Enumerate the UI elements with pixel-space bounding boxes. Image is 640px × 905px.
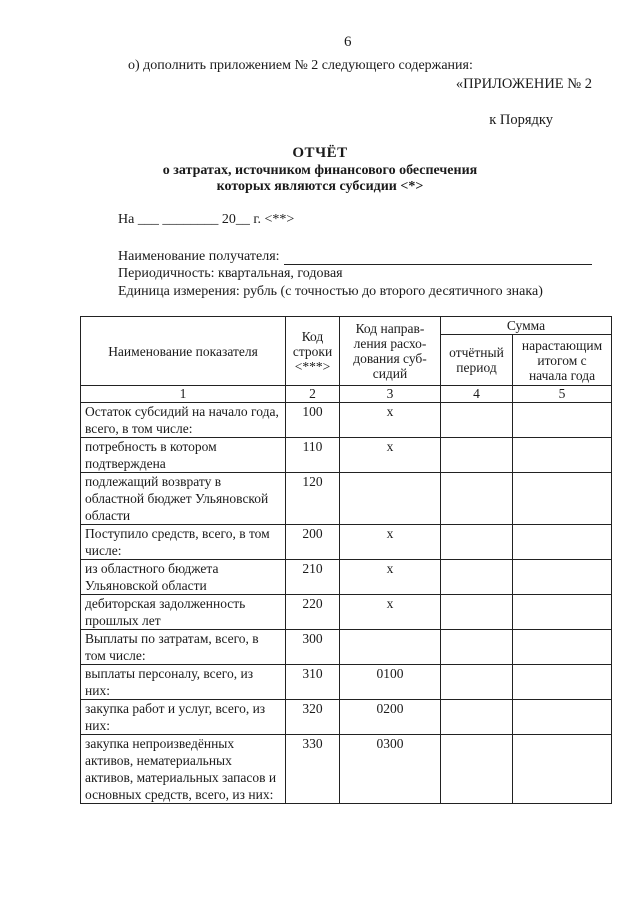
- report-date-line: На ___ ________ 20__ г. <**>: [118, 212, 295, 227]
- indicator-name: дебиторская задолженность прошлых лет: [81, 595, 286, 630]
- direction-code: х: [340, 560, 441, 595]
- reporting-period-cell: [441, 665, 513, 700]
- line-code: 310: [286, 665, 340, 700]
- table-row: [81, 473, 612, 525]
- indicator-name: закупка непроизведённых активов, нематериальных активов, материальных запасов и основных средств, всего, из них:: [81, 735, 286, 804]
- table-row: [81, 735, 612, 804]
- header-cumulative: нарастающим итогом с начала года: [513, 335, 612, 386]
- indicator-name: подлежащий возврату в областной бюджет Ульяновской области: [81, 473, 286, 525]
- column-number: 3: [340, 386, 441, 403]
- cumulative-cell: [513, 700, 612, 735]
- table-row: [81, 630, 612, 665]
- reporting-period-cell: [441, 630, 513, 665]
- header-sum: Сумма: [441, 317, 612, 335]
- table-row: [81, 595, 612, 630]
- direction-code: х: [340, 595, 441, 630]
- line-code: 200: [286, 525, 340, 560]
- cumulative-cell: [513, 735, 612, 804]
- indicator-name: Остаток субсидий на начало года, всего, в том числе:: [81, 403, 286, 438]
- recipient-field: [118, 249, 592, 265]
- direction-code: 0200: [340, 700, 441, 735]
- report-title: ОТЧЁТ: [292, 145, 348, 161]
- table-row: [81, 560, 612, 595]
- periodicity-field: Периодичность: квартальная, годовая: [118, 266, 343, 281]
- direction-code: [340, 630, 441, 665]
- direction-code: 0100: [340, 665, 441, 700]
- recipient-label: Наименование получателя:: [118, 249, 280, 264]
- column-number: 1: [81, 386, 286, 403]
- column-numbers-row: [81, 386, 612, 403]
- cumulative-cell: [513, 630, 612, 665]
- reporting-period-cell: [441, 403, 513, 438]
- header-reporting-period: отчётный период: [441, 335, 513, 386]
- direction-code: х: [340, 525, 441, 560]
- table-row: [81, 403, 612, 438]
- reporting-period-cell: [441, 473, 513, 525]
- cumulative-cell: [513, 665, 612, 700]
- cumulative-cell: [513, 438, 612, 473]
- reporting-period-cell: [441, 595, 513, 630]
- report-subtitle-line-2: которых являются субсидии <*>: [216, 179, 424, 194]
- reporting-period-cell: [441, 735, 513, 804]
- direction-code: х: [340, 403, 441, 438]
- direction-code: х: [340, 438, 441, 473]
- header-line-code: Код строки <***>: [286, 317, 340, 386]
- intro-text: о) дополнить приложением № 2 следующего содержания:: [128, 58, 473, 73]
- report-table: [80, 316, 612, 804]
- table-row: [81, 438, 612, 473]
- indicator-name: закупка работ и услуг, всего, из них:: [81, 700, 286, 735]
- header-indicator-name: Наименование показателя: [81, 317, 286, 386]
- recipient-blank-line: [284, 250, 592, 265]
- column-number: 5: [513, 386, 612, 403]
- indicator-name: потребность в котором подтверждена: [81, 438, 286, 473]
- line-code: 110: [286, 438, 340, 473]
- cumulative-cell: [513, 473, 612, 525]
- cumulative-cell: [513, 403, 612, 438]
- column-number: 4: [441, 386, 513, 403]
- line-code: 100: [286, 403, 340, 438]
- appendix-header: «ПРИЛОЖЕНИЕ № 2: [455, 76, 592, 92]
- indicator-name: из областного бюджета Ульяновской области: [81, 560, 286, 595]
- reporting-period-cell: [441, 438, 513, 473]
- line-code: 320: [286, 700, 340, 735]
- line-code: 300: [286, 630, 340, 665]
- reporting-period-cell: [441, 560, 513, 595]
- report-subtitle-line-1: о затратах, источником финансового обеспечения: [162, 163, 478, 178]
- direction-code: 0300: [340, 735, 441, 804]
- indicator-name: Выплаты по затратам, всего, в том числе:: [81, 630, 286, 665]
- header-direction-code: Код направ-ления расхо-дования суб-сидий: [340, 317, 441, 386]
- cumulative-cell: [513, 560, 612, 595]
- line-code: 120: [286, 473, 340, 525]
- line-code: 330: [286, 735, 340, 804]
- reporting-period-cell: [441, 525, 513, 560]
- cumulative-cell: [513, 525, 612, 560]
- line-code: 220: [286, 595, 340, 630]
- indicator-name: выплаты персоналу, всего, из них:: [81, 665, 286, 700]
- table-row: [81, 665, 612, 700]
- direction-code: [340, 473, 441, 525]
- table-row: [81, 700, 612, 735]
- line-code: 210: [286, 560, 340, 595]
- table-row: [81, 525, 612, 560]
- unit-field: Единица измерения: рубль (с точностью до второго десятичного знака): [118, 284, 543, 299]
- cumulative-cell: [513, 595, 612, 630]
- column-number: 2: [286, 386, 340, 403]
- reporting-period-cell: [441, 700, 513, 735]
- indicator-name: Поступило средств, всего, в том числе:: [81, 525, 286, 560]
- appendix-reference: к Порядку: [489, 112, 553, 128]
- page-number: 6: [344, 34, 352, 50]
